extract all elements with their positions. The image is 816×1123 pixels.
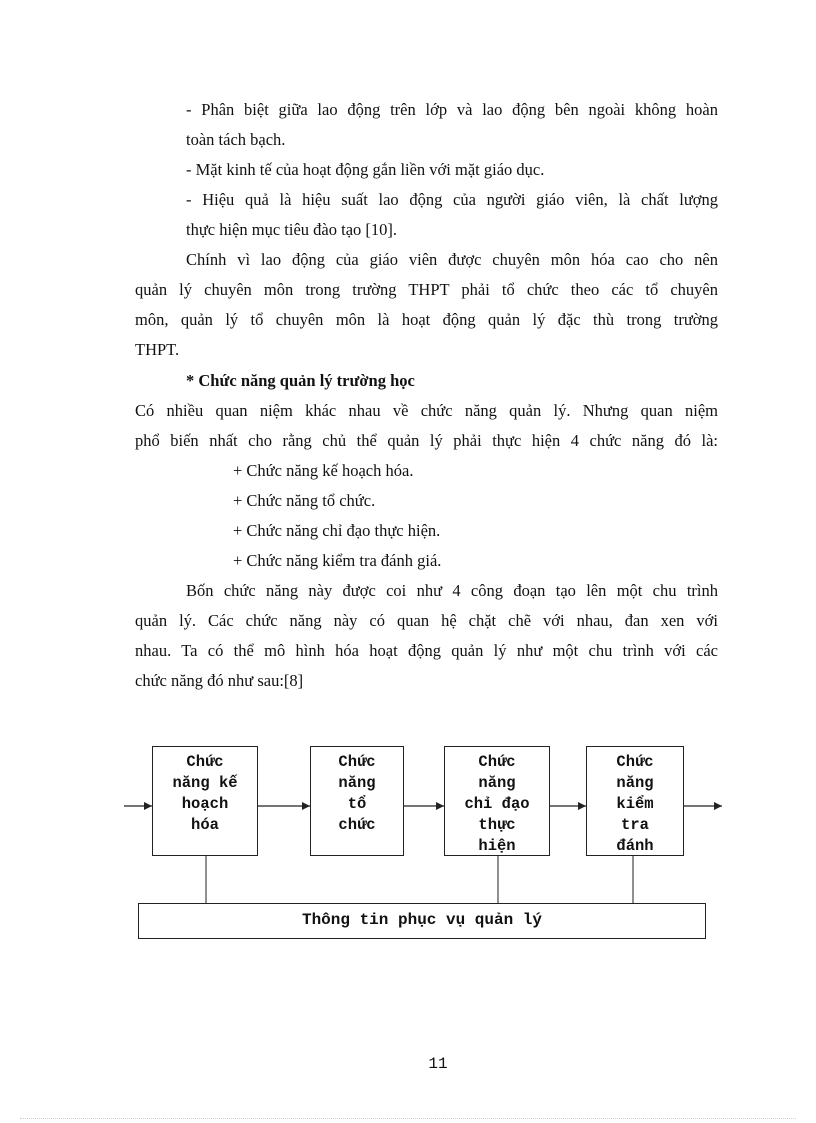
bullet-2: - Mặt kinh tế của hoạt động gắn liền với mặt giáo dục. xyxy=(186,160,545,179)
paragraph-3-line-3: nhau. Ta có thể mô hình hóa hoạt động quản lý như một chu trình với các xyxy=(135,641,718,660)
box-evaluating-text: tra xyxy=(621,816,649,834)
box-directing-text: năng xyxy=(478,774,516,792)
bullet-1-line-2: toàn tách bạch. xyxy=(186,130,286,149)
function-item: + Chức năng chỉ đạo thực hiện. xyxy=(233,521,441,540)
paragraph-3-line-4: chức năng đó như sau:[8] xyxy=(135,671,304,690)
function-item: + Chức năng kế hoạch hóa. xyxy=(233,461,414,480)
box-evaluating-text: đánh xyxy=(616,837,654,855)
paragraph-1-line-1: Chính vì lao động của giáo viên được chuyên môn hóa cao cho nên xyxy=(186,250,718,269)
function-item: + Chức năng tổ chức. xyxy=(233,491,376,510)
paragraph-1-line-3: môn, quản lý tổ chuyên môn là hoạt động quản lý đặc thù trong trường xyxy=(135,310,718,329)
box-directing-text: hiện xyxy=(478,837,516,855)
box-organizing xyxy=(310,746,404,856)
paragraph-1-line-2: quản lý chuyên môn trong trường THPT phải tổ chức theo các tổ chuyên xyxy=(135,280,718,299)
box-evaluating-text: kiểm xyxy=(616,795,654,813)
box-organizing-text: năng xyxy=(338,774,376,792)
info-support-box: Thông tin phục vụ quản lý xyxy=(138,903,706,939)
box-organizing-text: chức xyxy=(338,816,376,834)
paragraph-3-line-2: quản lý. Các chức năng này có quan hệ chặt chẽ với nhau, đan xen với xyxy=(135,611,718,630)
box-planning-text: hóa xyxy=(191,816,219,834)
paragraph-3-line-1: Bốn chức năng này được coi như 4 công đoạn tạo lên một chu trình xyxy=(186,581,718,600)
section-heading: * Chức năng quản lý trường học xyxy=(186,371,415,390)
box-directing-text: thực xyxy=(478,816,516,834)
box-directing-text: Chức xyxy=(478,753,516,771)
footer-divider xyxy=(20,1118,796,1119)
function-item: + Chức năng kiểm tra đánh giá. xyxy=(233,551,442,570)
box-planning xyxy=(152,746,258,856)
box-planning-text: hoạch xyxy=(181,795,229,813)
bullet-3-line-1: - Hiệu quả là hiệu suất lao động của người giáo viên, là chất lượng xyxy=(186,190,718,209)
paragraph-2-line-1: Có nhiều quan niệm khác nhau về chức năng quản lý. Nhưng quan niệm xyxy=(135,401,718,420)
box-organizing-text: Chức xyxy=(338,753,376,771)
paragraph-1-line-4: THPT. xyxy=(135,340,180,359)
bullet-3-line-2: thực hiện mục tiêu đào tạo [10]. xyxy=(186,220,398,239)
box-evaluating-text: Chức xyxy=(616,753,654,771)
box-planning-text: Chức xyxy=(186,753,224,771)
bullet-1-line-1: - Phân biệt giữa lao động trên lớp và lao động bên ngoài không hoàn xyxy=(186,100,718,119)
box-planning-text: năng kế xyxy=(172,774,238,792)
box-organizing-text: tổ xyxy=(347,795,367,813)
box-directing xyxy=(444,746,550,856)
box-directing-text: chỉ đạo xyxy=(464,795,530,813)
box-evaluating-text: năng xyxy=(616,774,654,792)
paragraph-2-line-2: phổ biến nhất cho rằng chủ thể quản lý phải thực hiện 4 chức năng đó là: xyxy=(135,431,718,450)
page-number: 11 xyxy=(428,1055,448,1073)
box-evaluating xyxy=(586,746,684,856)
